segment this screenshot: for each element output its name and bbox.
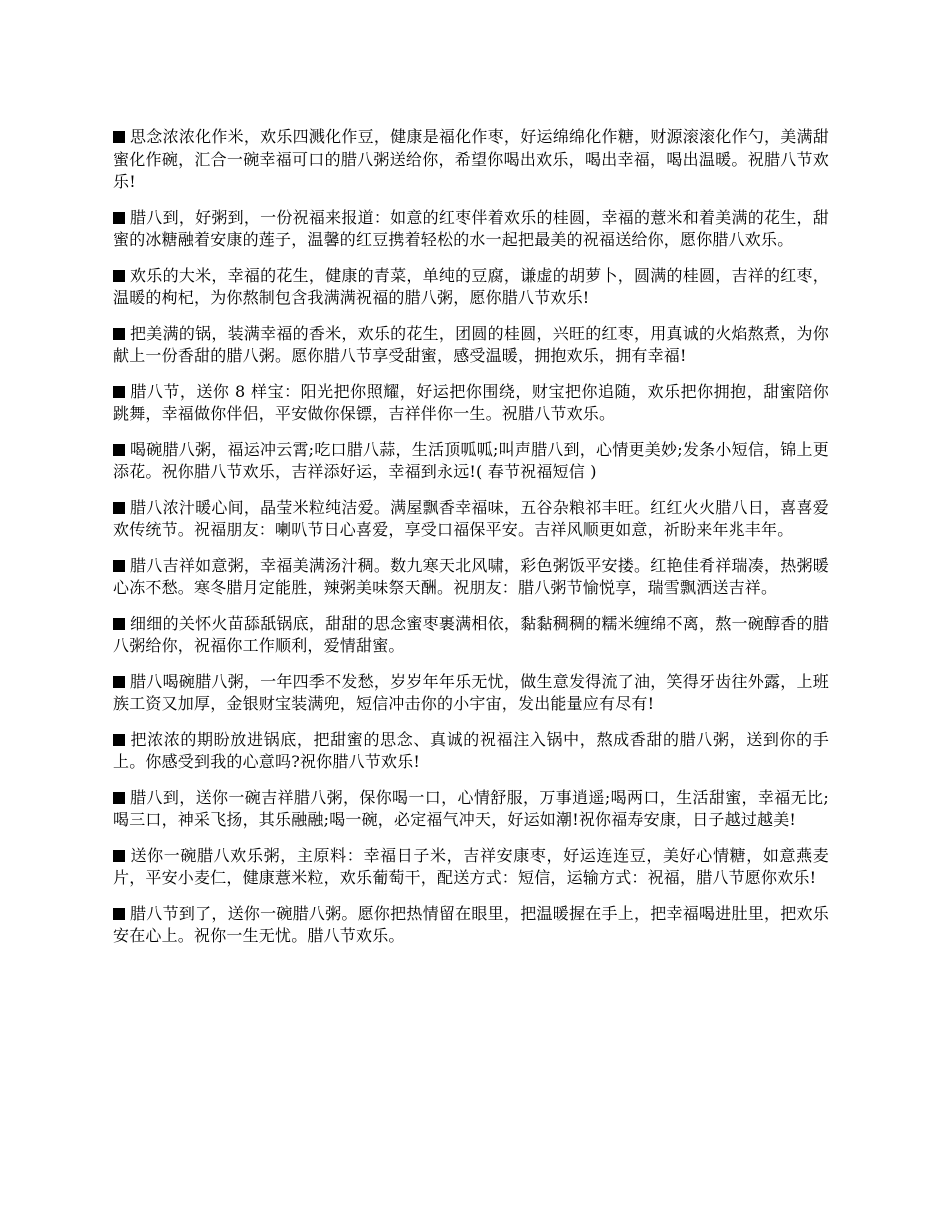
paragraph-text: 腊八吉祥如意粥，幸福美满汤汁稠。数九寒天北风啸，彩色粥饭平安搂。红艳佳肴祥瑞凑，热粥暖心冻不愁。寒冬腊月定能胜，辣粥美味祭天酬。祝朋友：腊八粥节愉悦享，瑞雪飘洒送吉祥。 [113, 555, 829, 597]
black-square-icon [113, 502, 125, 514]
black-square-icon [113, 676, 125, 688]
black-square-icon [113, 270, 125, 282]
paragraph [113, 126, 829, 194]
paragraph-text: 腊八节，送你 8 样宝：阳光把你照耀，好运把你围绕，财宝把你追随，欢乐把你拥抱，甜蜜陪你跳舞，幸福做你伴侣，平安做你保镖，吉祥伴你一生。祝腊八节欢乐。 [113, 381, 829, 423]
black-square-icon [113, 131, 125, 143]
paragraph-text: 欢乐的大米，幸福的花生，健康的青菜，单纯的豆腐，谦虚的胡萝卜，圆满的桂圆，吉祥的红枣，温暖的枸杞，为你熬制包含我满满祝福的腊八粥，愿你腊八节欢乐! [113, 265, 829, 307]
black-square-icon [113, 212, 125, 224]
black-square-icon [113, 560, 125, 572]
paragraph [113, 207, 829, 252]
black-square-icon [113, 908, 125, 920]
paragraph-text: 思念浓浓化作米，欢乐四溅化作豆，健康是福化作枣，好运绵绵化作糖，财源滚滚化作勺，美满甜蜜化作碗，汇合一碗幸福可口的腊八粥送给你，希望你喝出欢乐，喝出幸福，喝出温暖。祝腊八节欢乐! [113, 127, 829, 191]
black-square-icon [113, 734, 125, 746]
paragraph-text: 把浓浓的期盼放进锅底，把甜蜜的思念、真诚的祝福注入锅中，熬成香甜的腊八粥，送到你的手上。你感受到我的心意吗?祝你腊八节欢乐! [113, 729, 829, 771]
black-square-icon [113, 850, 125, 862]
paragraph [113, 729, 829, 774]
paragraph-text: 腊八到，好粥到，一份祝福来报道：如意的红枣伴着欢乐的桂圆，幸福的薏米和着美满的花生，甜蜜的冰糖融着安康的莲子，温馨的红豆携着轻松的水一起把最美的祝福送给你，愿你腊八欢乐。 [113, 207, 829, 249]
paragraph [113, 265, 829, 310]
paragraph [113, 787, 829, 832]
black-square-icon [113, 386, 125, 398]
paragraph-text: 腊八浓汁暖心间，晶莹米粒纯洁爱。满屋飘香幸福味，五谷杂粮祁丰旺。红红火火腊八日，喜喜爱欢传统节。祝福朋友：喇叭节日心喜爱，享受口福保平安。吉祥风顺更如意，祈盼来年兆丰年。 [113, 497, 829, 539]
black-square-icon [113, 792, 125, 804]
document-body [113, 126, 829, 961]
paragraph-text: 腊八节到了，送你一碗腊八粥。愿你把热情留在眼里，把温暖握在手上，把幸福喝进肚里，把欢乐安在心上。祝你一生无忧。腊八节欢乐。 [113, 903, 829, 945]
paragraph [113, 555, 829, 600]
paragraph [113, 381, 829, 426]
paragraph [113, 671, 829, 716]
paragraph [113, 845, 829, 890]
paragraph [113, 613, 829, 658]
black-square-icon [113, 618, 125, 630]
paragraph-text: 把美满的锅，装满幸福的香米，欢乐的花生，团圆的桂圆，兴旺的红枣，用真诚的火焰熬煮，为你献上一份香甜的腊八粥。愿你腊八节享受甜蜜，感受温暖，拥抱欢乐，拥有幸福! [113, 323, 829, 365]
paragraph [113, 323, 829, 368]
paragraph-text: 送你一碗腊八欢乐粥，主原料：幸福日子米，吉祥安康枣，好运连连豆，美好心情糖，如意燕麦片，平安小麦仁，健康薏米粒，欢乐葡萄干，配送方式：短信，运输方式：祝福，腊八节愿你欢乐! [113, 845, 829, 887]
paragraph-text: 腊八到，送你一碗吉祥腊八粥，保你喝一口，心情舒服，万事逍遥;喝两口，生活甜蜜，幸福无比;喝三口，神采飞扬，其乐融融;喝一碗，必定福气冲天，好运如潮!祝你福寿安康，日子越过越美! [113, 787, 829, 829]
paragraph [113, 903, 829, 948]
paragraph-text: 喝碗腊八粥，福运冲云霄;吃口腊八蒜，生活顶呱呱;叫声腊八到，心情更美妙;发条小短信，锦上更添花。祝你腊八节欢乐，吉祥添好运，幸福到永远!( 春节祝福短信 ) [113, 439, 829, 481]
paragraph-text: 腊八喝碗腊八粥，一年四季不发愁，岁岁年年乐无忧，做生意发得流了油，笑得牙齿往外露，上班族工资又加厚，金银财宝装满兜，短信冲击你的小宇宙，发出能量应有尽有! [113, 671, 829, 713]
paragraph-text: 细细的关怀火苗舔舐锅底，甜甜的思念蜜枣裹满相依，黏黏稠稠的糯米缠绵不离，熬一碗醇香的腊八粥给你，祝福你工作顺利，爱情甜蜜。 [113, 613, 829, 655]
paragraph [113, 439, 829, 484]
black-square-icon [113, 328, 125, 340]
paragraph [113, 497, 829, 542]
black-square-icon [113, 444, 125, 456]
